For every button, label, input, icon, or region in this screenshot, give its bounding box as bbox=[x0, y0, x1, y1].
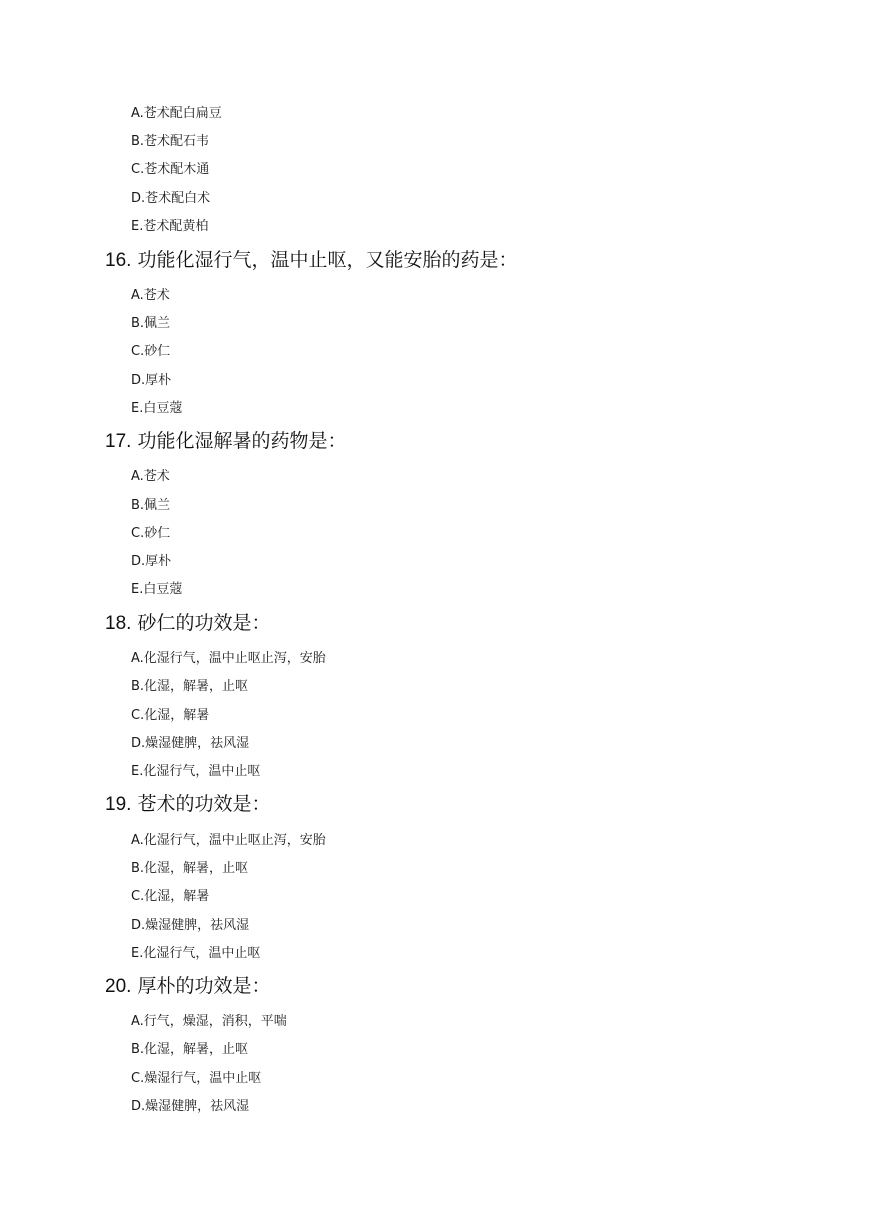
option-e: E.白豆蔻 bbox=[131, 582, 183, 597]
option-a: A.化湿行气，温中止呕止泻，安胎 bbox=[131, 651, 326, 666]
option-d: D.厚朴 bbox=[131, 373, 172, 388]
option-d: D.燥湿健脾，祛风湿 bbox=[131, 1099, 250, 1114]
option-e: E.苍术配黄柏 bbox=[131, 219, 209, 234]
option-b: B.化湿，解暑，止呕 bbox=[131, 679, 249, 694]
question-number: 18. bbox=[105, 613, 132, 634]
option-b: B.佩兰 bbox=[131, 498, 171, 513]
option-e: E.化湿行气，温中止呕 bbox=[131, 946, 261, 961]
question-number: 17. bbox=[105, 431, 132, 452]
question-number: 16. bbox=[105, 250, 132, 271]
question-17 bbox=[105, 429, 346, 454]
question-text: 功能化湿解暑的药物是： bbox=[137, 430, 347, 452]
option-c: C.化湿，解暑 bbox=[131, 708, 210, 723]
option-b: B.佩兰 bbox=[131, 316, 171, 331]
option-a: A.苍术 bbox=[131, 469, 170, 484]
option-c: C.化湿，解暑 bbox=[131, 889, 210, 904]
option-d: D.燥湿健脾，祛风湿 bbox=[131, 736, 250, 751]
question-19 bbox=[105, 792, 270, 817]
option-c: C.砂仁 bbox=[131, 526, 171, 541]
question-text: 砂仁的功效是： bbox=[137, 612, 271, 634]
question-text: 功能化湿行气，温中止呕，又能安胎的药是： bbox=[137, 249, 518, 271]
question-text: 厚朴的功效是： bbox=[137, 975, 271, 997]
option-b: B.化湿，解暑，止呕 bbox=[131, 1042, 249, 1057]
option-c: C.燥湿行气，温中止呕 bbox=[131, 1071, 262, 1086]
option-a: A.苍术配白扁豆 bbox=[131, 106, 222, 121]
option-a: A.行气，燥湿，消积，平喘 bbox=[131, 1014, 287, 1029]
question-18 bbox=[105, 611, 270, 636]
option-b: B.苍术配石韦 bbox=[131, 134, 210, 149]
question-number: 19. bbox=[105, 794, 132, 815]
option-e: E.白豆蔻 bbox=[131, 401, 183, 416]
option-c: C.苍术配木通 bbox=[131, 162, 210, 177]
question-16 bbox=[105, 248, 517, 273]
option-d: D.苍术配白术 bbox=[131, 191, 211, 206]
option-b: B.化湿，解暑，止呕 bbox=[131, 861, 249, 876]
option-a: A.苍术 bbox=[131, 288, 170, 303]
option-e: E.化湿行气，温中止呕 bbox=[131, 764, 261, 779]
option-a: A.化湿行气，温中止呕止泻，安胎 bbox=[131, 833, 326, 848]
option-c: C.砂仁 bbox=[131, 344, 171, 359]
option-d: D.厚朴 bbox=[131, 554, 172, 569]
question-text: 苍术的功效是： bbox=[137, 793, 271, 815]
question-number: 20. bbox=[105, 976, 132, 997]
option-d: D.燥湿健脾，祛风湿 bbox=[131, 918, 250, 933]
question-20 bbox=[105, 974, 270, 999]
